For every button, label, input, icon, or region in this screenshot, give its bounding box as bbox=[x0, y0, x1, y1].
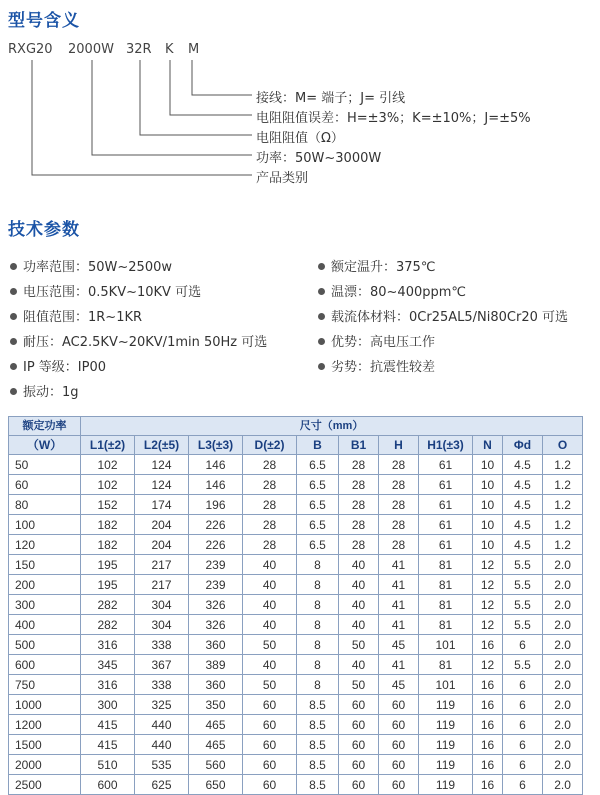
dimension-cell: 28 bbox=[339, 515, 379, 535]
spec-item-advantage: 优势：高电压工作 bbox=[318, 331, 435, 350]
dimension-cell: 28 bbox=[379, 515, 419, 535]
dimension-cell: 182 bbox=[81, 515, 135, 535]
dimension-cell: 60 bbox=[243, 775, 297, 795]
dimension-cell: 152 bbox=[81, 495, 135, 515]
dimension-cell: 28 bbox=[339, 495, 379, 515]
code-resistance: 32R bbox=[126, 42, 152, 57]
dimension-cell: 8.5 bbox=[297, 755, 339, 775]
spec-item-resistance-range: 阻值范围：1R~1KR bbox=[10, 306, 142, 325]
dimension-cell: 6.5 bbox=[297, 455, 339, 475]
dimension-cell: 6 bbox=[503, 635, 543, 655]
code-power: 2000W bbox=[68, 42, 114, 57]
dimension-cell: 81 bbox=[419, 615, 473, 635]
dimension-cell: 102 bbox=[81, 455, 135, 475]
bullet-icon bbox=[318, 338, 325, 345]
dimension-cell: 40 bbox=[243, 655, 297, 675]
dimension-cell: 60 bbox=[243, 755, 297, 775]
spec-item-power-range: 功率范围：50W~2500w bbox=[10, 256, 172, 275]
dimension-cell: 389 bbox=[189, 655, 243, 675]
dimension-cell: 60 bbox=[379, 695, 419, 715]
dimension-cell: 6.5 bbox=[297, 515, 339, 535]
dimension-cell: 119 bbox=[419, 735, 473, 755]
dimension-cell: 217 bbox=[135, 575, 189, 595]
dimension-cell: 6 bbox=[503, 695, 543, 715]
dimension-cell: 40 bbox=[243, 595, 297, 615]
dimension-cell: 28 bbox=[243, 495, 297, 515]
table-row bbox=[9, 755, 583, 775]
table-row bbox=[9, 635, 583, 655]
column-header: B bbox=[297, 436, 339, 455]
dimension-cell: 8.5 bbox=[297, 695, 339, 715]
dimension-cell: 16 bbox=[473, 775, 503, 795]
dimension-cell: 4.5 bbox=[503, 535, 543, 555]
dimension-cell: 28 bbox=[379, 455, 419, 475]
dimension-cell: 217 bbox=[135, 555, 189, 575]
power-cell: 750 bbox=[9, 675, 81, 695]
dimension-cell: 40 bbox=[243, 615, 297, 635]
power-cell: 1200 bbox=[9, 715, 81, 735]
dimension-cell: 650 bbox=[189, 775, 243, 795]
dimension-cell: 4.5 bbox=[503, 515, 543, 535]
dimension-cell: 2.0 bbox=[543, 715, 583, 735]
dimension-cell: 60 bbox=[243, 695, 297, 715]
dimension-cell: 60 bbox=[339, 695, 379, 715]
power-cell: 2000 bbox=[9, 755, 81, 775]
dimension-cell: 300 bbox=[81, 695, 135, 715]
dimension-cell: 146 bbox=[189, 455, 243, 475]
bullet-icon bbox=[10, 263, 17, 270]
dimension-cell: 440 bbox=[135, 735, 189, 755]
bullet-icon bbox=[318, 263, 325, 270]
dimension-cell: 5.5 bbox=[503, 575, 543, 595]
dimension-cell: 316 bbox=[81, 635, 135, 655]
dimension-cell: 338 bbox=[135, 635, 189, 655]
bullet-icon bbox=[318, 363, 325, 370]
size-header: 尺寸（mm） bbox=[81, 417, 583, 436]
dimension-cell: 304 bbox=[135, 615, 189, 635]
dimension-cell: 40 bbox=[339, 575, 379, 595]
dimension-cell: 40 bbox=[339, 615, 379, 635]
power-cell: 1000 bbox=[9, 695, 81, 715]
label-resistance: 电阻阻值（Ω） bbox=[256, 131, 344, 146]
dimension-cell: 50 bbox=[243, 675, 297, 695]
dimension-cell: 60 bbox=[339, 715, 379, 735]
power-cell: 300 bbox=[9, 595, 81, 615]
dimension-cell: 61 bbox=[419, 535, 473, 555]
spec-item-voltage-range: 电压范围：0.5KV~10KV 可选 bbox=[10, 281, 201, 300]
dimension-cell: 61 bbox=[419, 495, 473, 515]
dimension-cell: 239 bbox=[189, 575, 243, 595]
dimension-cell: 4.5 bbox=[503, 495, 543, 515]
dimension-cell: 195 bbox=[81, 575, 135, 595]
label-power: 功率：50W~3000W bbox=[256, 151, 382, 166]
dimension-cell: 41 bbox=[379, 575, 419, 595]
dimension-cell: 41 bbox=[379, 595, 419, 615]
dimension-cell: 2.0 bbox=[543, 695, 583, 715]
dimension-cell: 204 bbox=[135, 535, 189, 555]
dimension-cell: 146 bbox=[189, 475, 243, 495]
dimension-cell: 535 bbox=[135, 755, 189, 775]
spec-item-disadvantage: 劣势：抗震性较差 bbox=[318, 356, 435, 375]
dimension-cell: 6.5 bbox=[297, 475, 339, 495]
spec-item-temp-drift: 温漂：80~400ppm℃ bbox=[318, 281, 466, 300]
dimension-cell: 6 bbox=[503, 755, 543, 775]
dimension-cell: 1.2 bbox=[543, 535, 583, 555]
dimensions-table bbox=[8, 416, 583, 795]
code-terminal: M bbox=[188, 42, 200, 57]
dimension-cell: 625 bbox=[135, 775, 189, 795]
dimension-cell: 60 bbox=[243, 715, 297, 735]
dimension-cell: 367 bbox=[135, 655, 189, 675]
dimension-cell: 174 bbox=[135, 495, 189, 515]
power-unit-header: （W） bbox=[9, 436, 81, 455]
table-row bbox=[9, 555, 583, 575]
dimension-cell: 16 bbox=[473, 695, 503, 715]
dimension-cell: 16 bbox=[473, 755, 503, 775]
dimension-cell: 119 bbox=[419, 695, 473, 715]
dimension-cell: 61 bbox=[419, 515, 473, 535]
dimension-cell: 239 bbox=[189, 555, 243, 575]
dimension-cell: 345 bbox=[81, 655, 135, 675]
label-category: 产品类别 bbox=[256, 171, 309, 186]
dimension-cell: 2.0 bbox=[543, 575, 583, 595]
model-meaning-title: 型号含义 bbox=[8, 11, 80, 31]
dimension-cell: 124 bbox=[135, 455, 189, 475]
dimension-cell: 10 bbox=[473, 455, 503, 475]
dimension-cell: 28 bbox=[339, 535, 379, 555]
dimension-cell: 10 bbox=[473, 475, 503, 495]
table-row bbox=[9, 615, 583, 635]
dimension-cell: 60 bbox=[243, 735, 297, 755]
table-row bbox=[9, 715, 583, 735]
table-row bbox=[9, 695, 583, 715]
dimension-cell: 325 bbox=[135, 695, 189, 715]
dimension-cell: 60 bbox=[379, 775, 419, 795]
dimension-cell: 4.5 bbox=[503, 475, 543, 495]
spec-item-temp-rise: 额定温升：375℃ bbox=[318, 256, 435, 275]
dimension-cell: 28 bbox=[243, 515, 297, 535]
column-header: L3(±3) bbox=[189, 436, 243, 455]
dimension-cell: 60 bbox=[339, 775, 379, 795]
dimension-cell: 2.0 bbox=[543, 615, 583, 635]
dimension-cell: 8 bbox=[297, 675, 339, 695]
power-cell: 500 bbox=[9, 635, 81, 655]
dimension-cell: 360 bbox=[189, 675, 243, 695]
dimension-cell: 10 bbox=[473, 535, 503, 555]
dimension-cell: 360 bbox=[189, 635, 243, 655]
dimension-cell: 600 bbox=[81, 775, 135, 795]
dimension-cell: 16 bbox=[473, 675, 503, 695]
label-terminal: 接线：M= 端子；J= 引线 bbox=[256, 91, 406, 106]
dimension-cell: 60 bbox=[379, 715, 419, 735]
dimension-cell: 440 bbox=[135, 715, 189, 735]
label-tolerance: 电阻阻值误差：H=±3%；K=±10%；J=±5% bbox=[256, 111, 531, 126]
dimension-cell: 28 bbox=[243, 535, 297, 555]
code-series: RXG20 bbox=[8, 42, 53, 57]
bullet-icon bbox=[318, 288, 325, 295]
dimension-cell: 8 bbox=[297, 555, 339, 575]
dimension-cell: 119 bbox=[419, 715, 473, 735]
dimension-cell: 8.5 bbox=[297, 735, 339, 755]
dimension-cell: 316 bbox=[81, 675, 135, 695]
dimension-cell: 12 bbox=[473, 595, 503, 615]
tech-params-title: 技术参数 bbox=[8, 220, 80, 240]
dimension-cell: 2.0 bbox=[543, 755, 583, 775]
column-header: H1(±3) bbox=[419, 436, 473, 455]
code-tolerance: K bbox=[165, 42, 174, 57]
dimension-cell: 28 bbox=[339, 475, 379, 495]
dimension-cell: 465 bbox=[189, 735, 243, 755]
dimension-cell: 41 bbox=[379, 615, 419, 635]
dimension-cell: 226 bbox=[189, 515, 243, 535]
dimension-cell: 6 bbox=[503, 775, 543, 795]
dimension-cell: 119 bbox=[419, 755, 473, 775]
dimension-cell: 326 bbox=[189, 595, 243, 615]
dimension-cell: 226 bbox=[189, 535, 243, 555]
dimension-cell: 2.0 bbox=[543, 735, 583, 755]
bullet-icon bbox=[318, 313, 325, 320]
dimension-cell: 6.5 bbox=[297, 535, 339, 555]
column-header: N bbox=[473, 436, 503, 455]
table-row bbox=[9, 575, 583, 595]
dimension-cell: 45 bbox=[379, 675, 419, 695]
dimension-cell: 28 bbox=[339, 455, 379, 475]
dimension-cell: 124 bbox=[135, 475, 189, 495]
dimension-cell: 2.0 bbox=[543, 555, 583, 575]
power-cell: 400 bbox=[9, 615, 81, 635]
dimension-cell: 16 bbox=[473, 715, 503, 735]
spec-item-conductor-material: 载流体材料：0Cr25AL5/Ni80Cr20 可选 bbox=[318, 306, 568, 325]
dimension-cell: 282 bbox=[81, 615, 135, 635]
dimension-cell: 60 bbox=[379, 755, 419, 775]
dimension-cell: 28 bbox=[243, 475, 297, 495]
spec-item-vibration: 振动：1g bbox=[10, 381, 79, 400]
dimension-cell: 1.2 bbox=[543, 455, 583, 475]
dimension-cell: 12 bbox=[473, 575, 503, 595]
dimension-cell: 8 bbox=[297, 575, 339, 595]
dimension-cell: 6 bbox=[503, 675, 543, 695]
dimension-cell: 40 bbox=[243, 575, 297, 595]
dimension-cell: 196 bbox=[189, 495, 243, 515]
dimension-cell: 119 bbox=[419, 775, 473, 795]
column-header: B1 bbox=[339, 436, 379, 455]
dimension-cell: 12 bbox=[473, 615, 503, 635]
spec-item-withstand-voltage: 耐压：AC2.5KV~20KV/1min 50Hz 可选 bbox=[10, 331, 267, 350]
dimension-cell: 560 bbox=[189, 755, 243, 775]
dimension-cell: 40 bbox=[339, 655, 379, 675]
power-cell: 2500 bbox=[9, 775, 81, 795]
dimension-cell: 2.0 bbox=[543, 775, 583, 795]
dimension-cell: 28 bbox=[243, 455, 297, 475]
dimension-cell: 60 bbox=[379, 735, 419, 755]
table-row bbox=[9, 595, 583, 615]
dimension-cell: 28 bbox=[379, 495, 419, 515]
dimension-cell: 81 bbox=[419, 555, 473, 575]
dimension-cell: 10 bbox=[473, 495, 503, 515]
dimension-cell: 2.0 bbox=[543, 675, 583, 695]
dimension-cell: 4.5 bbox=[503, 455, 543, 475]
table-row bbox=[9, 675, 583, 695]
dimension-cell: 510 bbox=[81, 755, 135, 775]
column-header: H bbox=[379, 436, 419, 455]
power-cell: 50 bbox=[9, 455, 81, 475]
dimension-cell: 50 bbox=[339, 635, 379, 655]
table-row bbox=[9, 735, 583, 755]
dimension-cell: 40 bbox=[243, 555, 297, 575]
power-cell: 1500 bbox=[9, 735, 81, 755]
column-header: D(±2) bbox=[243, 436, 297, 455]
power-cell: 100 bbox=[9, 515, 81, 535]
dimension-cell: 28 bbox=[379, 535, 419, 555]
dimension-cell: 2.0 bbox=[543, 595, 583, 615]
dimension-cell: 282 bbox=[81, 595, 135, 615]
bullet-icon bbox=[10, 388, 17, 395]
table-row bbox=[9, 535, 583, 555]
power-cell: 80 bbox=[9, 495, 81, 515]
dimension-cell: 5.5 bbox=[503, 555, 543, 575]
dimension-cell: 101 bbox=[419, 675, 473, 695]
dimension-cell: 8 bbox=[297, 635, 339, 655]
table-row bbox=[9, 775, 583, 795]
dimension-cell: 1.2 bbox=[543, 515, 583, 535]
spec-item-ip-rating: IP 等级：IP00 bbox=[10, 356, 106, 375]
dimension-cell: 195 bbox=[81, 555, 135, 575]
dimension-cell: 8 bbox=[297, 615, 339, 635]
table-row bbox=[9, 515, 583, 535]
power-cell: 200 bbox=[9, 575, 81, 595]
dimension-cell: 61 bbox=[419, 475, 473, 495]
bullet-icon bbox=[10, 338, 17, 345]
dimension-cell: 1.2 bbox=[543, 475, 583, 495]
table-row bbox=[9, 475, 583, 495]
dimension-cell: 182 bbox=[81, 535, 135, 555]
dimension-cell: 8.5 bbox=[297, 715, 339, 735]
dimension-cell: 16 bbox=[473, 635, 503, 655]
dimension-cell: 28 bbox=[379, 475, 419, 495]
bullet-icon bbox=[10, 313, 17, 320]
power-cell: 120 bbox=[9, 535, 81, 555]
dimension-cell: 50 bbox=[243, 635, 297, 655]
dimension-cell: 102 bbox=[81, 475, 135, 495]
dimension-cell: 60 bbox=[339, 735, 379, 755]
dimension-cell: 415 bbox=[81, 715, 135, 735]
dimension-cell: 81 bbox=[419, 575, 473, 595]
dimension-cell: 5.5 bbox=[503, 595, 543, 615]
dimension-cell: 12 bbox=[473, 655, 503, 675]
dimension-cell: 8 bbox=[297, 655, 339, 675]
power-cell: 150 bbox=[9, 555, 81, 575]
table-row bbox=[9, 655, 583, 675]
dimension-cell: 8 bbox=[297, 595, 339, 615]
dimension-cell: 8.5 bbox=[297, 775, 339, 795]
dimension-cell: 10 bbox=[473, 515, 503, 535]
dimension-cell: 81 bbox=[419, 655, 473, 675]
dimension-cell: 61 bbox=[419, 455, 473, 475]
dimension-cell: 101 bbox=[419, 635, 473, 655]
dimension-cell: 415 bbox=[81, 735, 135, 755]
dimension-cell: 45 bbox=[379, 635, 419, 655]
dimension-cell: 304 bbox=[135, 595, 189, 615]
column-header: L2(±5) bbox=[135, 436, 189, 455]
column-header: Φd bbox=[503, 436, 543, 455]
dimension-cell: 465 bbox=[189, 715, 243, 735]
dimension-cell: 50 bbox=[339, 675, 379, 695]
dimension-cell: 41 bbox=[379, 555, 419, 575]
power-cell: 600 bbox=[9, 655, 81, 675]
dimension-cell: 6 bbox=[503, 735, 543, 755]
column-header: O bbox=[543, 436, 583, 455]
table-row bbox=[9, 455, 583, 475]
dimension-cell: 1.2 bbox=[543, 495, 583, 515]
dimension-cell: 81 bbox=[419, 595, 473, 615]
bullet-icon bbox=[10, 288, 17, 295]
dimension-cell: 12 bbox=[473, 555, 503, 575]
dimension-cell: 2.0 bbox=[543, 655, 583, 675]
dimension-cell: 41 bbox=[379, 655, 419, 675]
dimension-cell: 6.5 bbox=[297, 495, 339, 515]
dimension-cell: 6 bbox=[503, 715, 543, 735]
dimension-cell: 40 bbox=[339, 595, 379, 615]
dimension-cell: 5.5 bbox=[503, 615, 543, 635]
column-header: L1(±2) bbox=[81, 436, 135, 455]
dimension-cell: 60 bbox=[339, 755, 379, 775]
power-header: 额定功率 bbox=[9, 417, 81, 436]
dimension-cell: 5.5 bbox=[503, 655, 543, 675]
dimension-cell: 16 bbox=[473, 735, 503, 755]
dimension-cell: 40 bbox=[339, 555, 379, 575]
dimension-cell: 338 bbox=[135, 675, 189, 695]
bullet-icon bbox=[10, 363, 17, 370]
dimension-cell: 2.0 bbox=[543, 635, 583, 655]
table-row bbox=[9, 495, 583, 515]
dimension-cell: 350 bbox=[189, 695, 243, 715]
power-cell: 60 bbox=[9, 475, 81, 495]
dimension-cell: 326 bbox=[189, 615, 243, 635]
dimension-cell: 204 bbox=[135, 515, 189, 535]
